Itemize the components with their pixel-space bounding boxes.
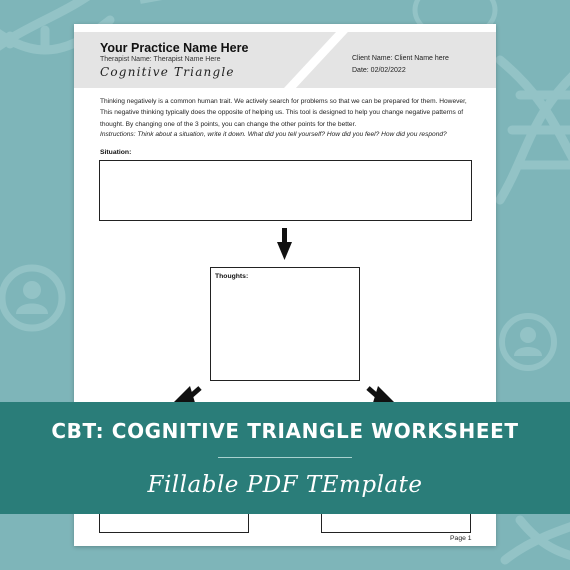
situation-label: Situation: — [100, 149, 132, 156]
page-number: Page 1 — [450, 535, 472, 542]
banner-divider — [218, 457, 352, 458]
instructions-text: Instructions: Think about a situation, write it down. What did you tell yourself? How did you feel? How did you respond? — [100, 131, 447, 138]
dna-icon — [505, 520, 570, 560]
person-icon — [502, 316, 554, 368]
banner-subtitle: Fillable PDF TEmplate — [147, 472, 423, 498]
thoughts-field[interactable] — [210, 267, 360, 381]
arrow-down-icon — [277, 228, 292, 260]
worksheet-title: Cognitive Triangle — [100, 65, 235, 79]
person-icon — [2, 268, 62, 328]
intro-paragraph: Thinking negatively is a common human trait. We actively search for problems so that we can be prepared for them. However, This negative thinking typically does the opposite of helping us. This tool is designed to help you change negative patterns of thought. By changing one of the 3 points, you can change the other points for the better. — [100, 98, 467, 128]
thoughts-label: Thoughts: — [215, 273, 249, 280]
session-date: Date: 02/02/2022 — [352, 67, 406, 74]
dna-icon — [500, 60, 570, 200]
practice-name: Your Practice Name Here — [100, 41, 249, 55]
title-banner — [0, 402, 570, 514]
banner-title: CBT: COGNITIVE TRIANGLE WORKSHEET — [51, 419, 519, 443]
client-name: Client Name: Client Name here — [352, 55, 449, 62]
situation-field[interactable] — [99, 160, 472, 221]
therapist-name: Therapist Name: Therapist Name Here — [100, 56, 221, 63]
